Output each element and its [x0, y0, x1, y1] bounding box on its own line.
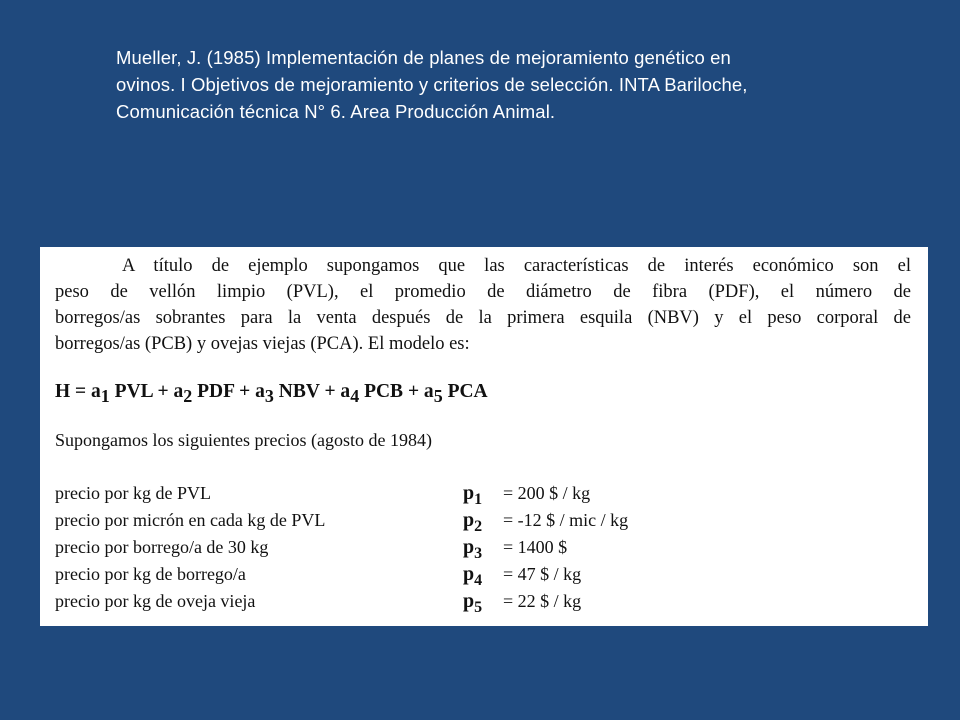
price-label: precio por kg de oveja vieja — [55, 591, 256, 611]
prices-intro: Supongamos los siguientes precios (agosto de 1984) — [55, 430, 432, 450]
price-value: = 1400 $ — [503, 537, 568, 557]
formula-lhs: H = a — [55, 381, 101, 402]
paragraph-line: borregos/as (PCB) y ovejas viejas (PCA). El modelo es: — [55, 334, 470, 354]
example-paragraph — [55, 253, 911, 357]
price-list — [55, 483, 915, 618]
citation-text — [116, 44, 916, 125]
price-value: = 47 $ / kg — [503, 564, 582, 584]
scanned-excerpt — [40, 247, 928, 626]
formula-subscript: 4 — [350, 386, 360, 406]
price-value: = -12 $ / mic / kg — [503, 510, 629, 530]
citation-line: Mueller, J. (1985) Implementación de planes de mejoramiento genético en — [116, 47, 731, 68]
price-label: precio por borrego/a de 30 kg — [55, 537, 269, 557]
model-formula — [55, 381, 488, 406]
price-row — [55, 591, 915, 618]
price-symbol: $p_2$ — [463, 509, 483, 535]
paragraph-line: peso de vellón limpio (PVL), el promedio de diámetro de fibra (PDF), el número de — [55, 282, 911, 302]
price-symbol: $p_1$ — [463, 482, 483, 508]
formula-term: PVL + a — [109, 381, 184, 402]
formula-subscript: 1 — [100, 386, 110, 406]
price-label: precio por micrón en cada kg de PVL — [55, 510, 326, 530]
price-symbol: $p_5$ — [463, 590, 483, 616]
price-value: = 200 $ / kg — [503, 483, 591, 503]
price-row — [55, 564, 915, 591]
citation-line: ovinos. I Objetivos de mejoramiento y criterios de selección. INTA Bariloche, — [116, 74, 748, 95]
price-label: precio por kg de PVL — [55, 483, 211, 503]
price-label: precio por kg de borrego/a — [55, 564, 246, 584]
paragraph-line: A título de ejemplo supongamos que las características de interés económico son el — [122, 256, 911, 276]
price-row — [55, 510, 915, 537]
formula-subscript: 2 — [183, 386, 193, 406]
formula-term: PCA — [442, 381, 488, 402]
price-row — [55, 483, 915, 510]
price-symbol: $p_4$ — [463, 563, 483, 589]
formula-term: NBV + a — [273, 381, 351, 402]
formula-subscript: 5 — [433, 386, 443, 406]
formula-term: PCB + a — [359, 381, 434, 402]
price-symbol: $p_3$ — [463, 536, 483, 562]
paragraph-line: borregos/as sobrantes para la venta después de la primera esquila (NBV) y el peso corporal de — [55, 308, 911, 328]
price-row — [55, 537, 915, 564]
price-value: = 22 $ / kg — [503, 591, 582, 611]
formula-subscript: 3 — [264, 386, 274, 406]
citation-line: Comunicación técnica N° 6. Area Producción Animal. — [116, 101, 556, 122]
formula-term: PDF + a — [192, 381, 265, 402]
